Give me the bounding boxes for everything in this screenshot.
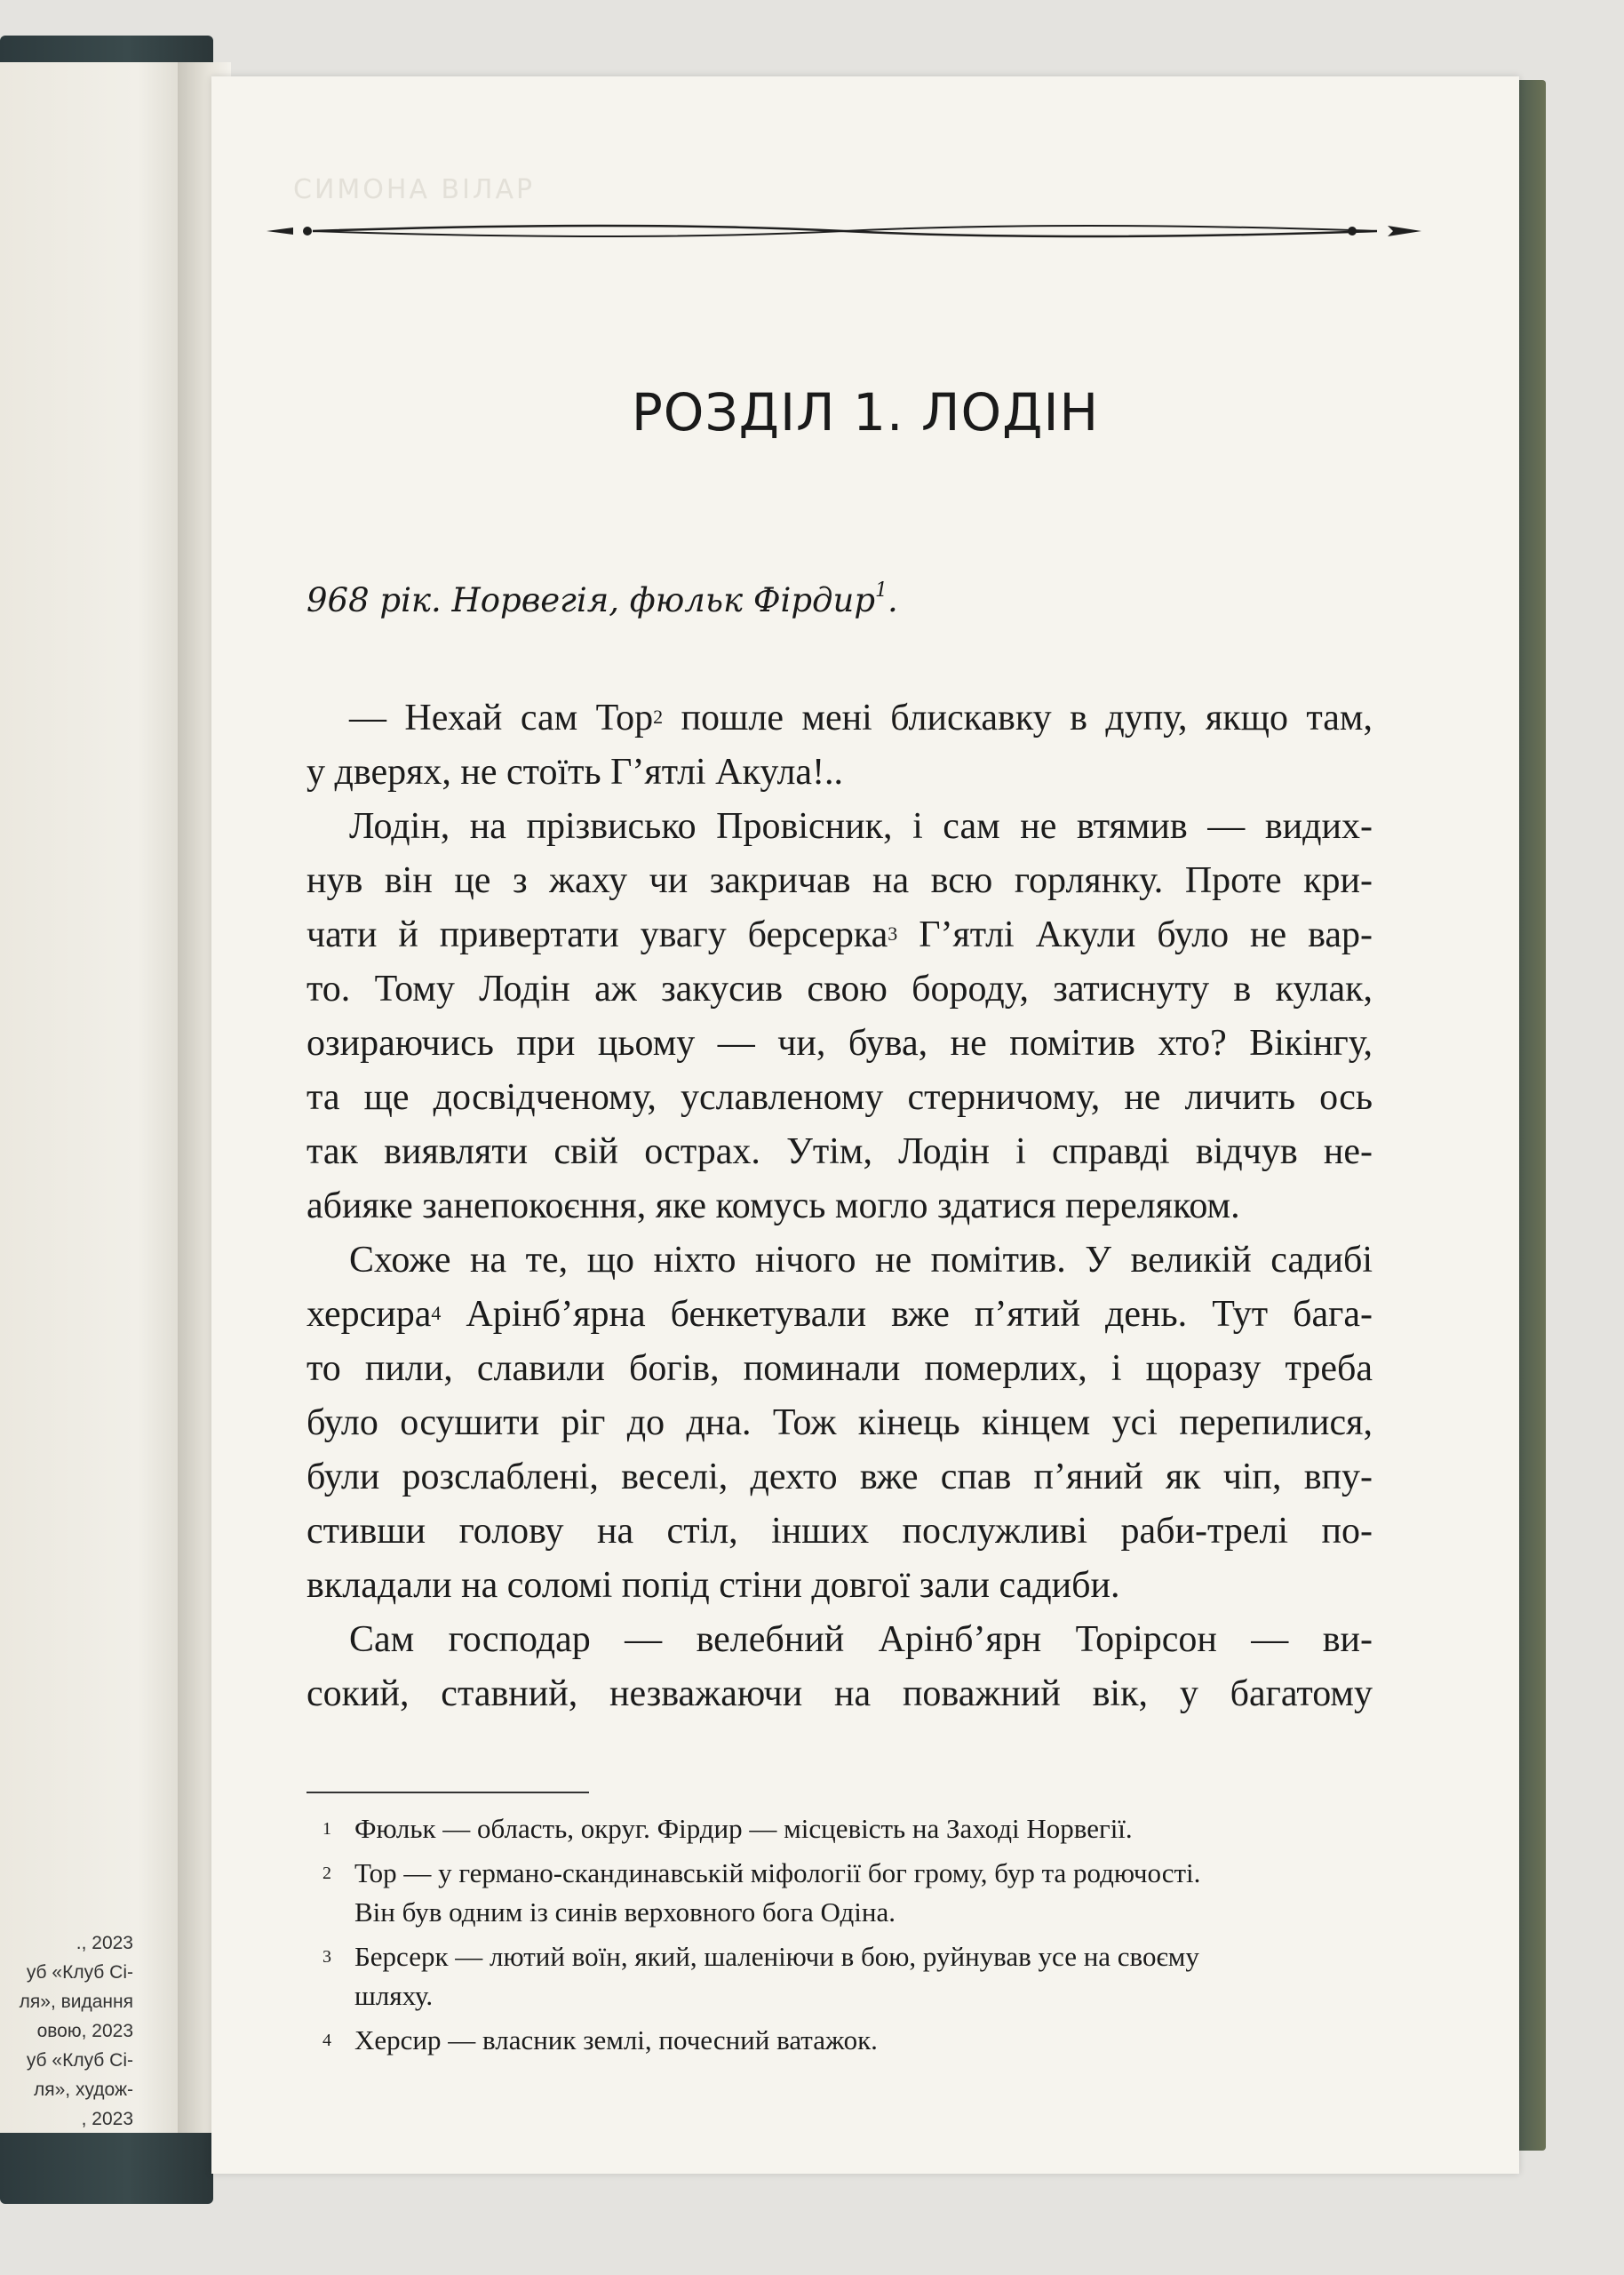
footnote-line: Берсерк — лютий воїн, який, шаленіючи в бою, руйнував усе на своєму xyxy=(354,1941,1199,1972)
text-line: були розслаблені, веселі, дехто вже спав п’яний як чіп, впу- xyxy=(306,1457,1373,1497)
footnote-ref: 4 xyxy=(431,1302,442,1324)
epigraph xyxy=(306,581,898,619)
footnote-ref: 1 xyxy=(875,579,888,602)
text-line: херсира$^4$ Арінб’ярна бенкетували вже п’ятий день. Тут бага- xyxy=(306,1294,1373,1335)
text-line: сокий, ставний, незважаючи на поважний вік, у багатому xyxy=(306,1673,1373,1714)
footnote-line: шляху. xyxy=(354,1980,434,2011)
text-line: Сам господар — велебний Арінб’ярн Торірсон — ви- xyxy=(349,1619,1373,1660)
text-line: Схоже на те, що ніхто нічого не помітив. У великій садибі xyxy=(349,1240,1373,1281)
footnote-number: 1 xyxy=(322,1819,331,1839)
text-line: у дверях, не стоїть Г’ятлі Акула!.. xyxy=(306,752,844,793)
footnote xyxy=(306,2021,1373,2060)
footnote xyxy=(306,1809,1373,1848)
footnote-ref: 3 xyxy=(888,922,898,945)
footnote-line: Фюльк — область, округ. Фірдир — місцевість на Заході Норвегії. xyxy=(354,1813,1133,1844)
left-page-line: ., 2023 xyxy=(76,1933,133,1953)
footnote-number: 2 xyxy=(322,1864,331,1883)
text-line: так виявляти свій острах. Утім, Лодін і справді відчув не- xyxy=(306,1131,1373,1172)
epigraph-text: 968 рік. Норвегія, фюльк Фірдир xyxy=(306,581,876,619)
footnote-number: 4 xyxy=(322,2031,331,2050)
left-page-line: овою, 2023 xyxy=(36,2021,133,2041)
running-header-showthrough: СИМОНА ВІЛАР xyxy=(293,174,536,205)
chapter-title: РОЗДІЛ 1. ЛОДІН xyxy=(631,382,1100,443)
footnote-line: Він був одним із синів верховного бога Одіна. xyxy=(354,1896,896,1928)
footnote-separator xyxy=(306,1792,589,1793)
left-page-line: ля», худож- xyxy=(33,2079,133,2100)
text-line: озираючись при цьому — чи, бува, не помітив хто? Вікінгу, xyxy=(306,1023,1373,1064)
left-page-text xyxy=(0,1928,133,2134)
footnotes xyxy=(306,1809,1373,2065)
body-text xyxy=(306,691,1373,1721)
footnote-line: Херсир — власник землі, почесний ватажок. xyxy=(354,2024,878,2055)
text-line: нув він це з жаху чи закричав на всю горлянку. Проте кри- xyxy=(306,860,1373,901)
text-line: то пили, славили богів, поминали померлих, і щоразу треба xyxy=(306,1348,1373,1389)
text-line: та ще досвідченому, уславленому стерничому, не личить ось xyxy=(306,1077,1373,1118)
left-page-line: уб «Клуб Сі- xyxy=(26,1962,133,1983)
text-line: було осушити ріг до дна. Тож кінець кінцем усі перепилися, xyxy=(306,1402,1373,1443)
text-line: абияке занепокоєння, яке комусь могло здатися переляком. xyxy=(306,1185,1240,1226)
text-line: чати й привертати увагу берсерка$^3$ Г’ятлі Акули було не вар- xyxy=(306,914,1373,955)
footnote-line: Тор — у германо-скандинавській міфології бог грому, бур та родючості. xyxy=(354,1857,1201,1888)
text-line: то. Тому Лодін аж закусив свою бороду, затиснуту в кулак, xyxy=(306,969,1373,1010)
text-line: вкладали на соломі попід стіни довгої зали садиби. xyxy=(306,1565,1120,1606)
epigraph-end: . xyxy=(888,581,898,619)
left-page-line: , 2023 xyxy=(81,2109,133,2129)
footnote-number: 3 xyxy=(322,1947,331,1967)
left-page xyxy=(0,62,197,2133)
footnote xyxy=(306,1937,1373,2016)
left-page-line: уб «Клуб Сі- xyxy=(26,2050,133,2071)
ornamental-rule xyxy=(267,204,1421,258)
footnote-ref: 2 xyxy=(653,706,664,728)
text-line: стивши голову на стіл, інших послужливі раби-трелі по- xyxy=(306,1511,1373,1552)
footnote xyxy=(306,1854,1373,1932)
text-line: Лодін, на прізвисько Провісник, і сам не втямив — видих- xyxy=(349,806,1373,847)
left-page-line: ля», видання xyxy=(19,1992,133,2012)
text-line: — Нехай сам Тор$^2$ пошле мені блискавку в дупу, якщо там, xyxy=(349,698,1373,738)
